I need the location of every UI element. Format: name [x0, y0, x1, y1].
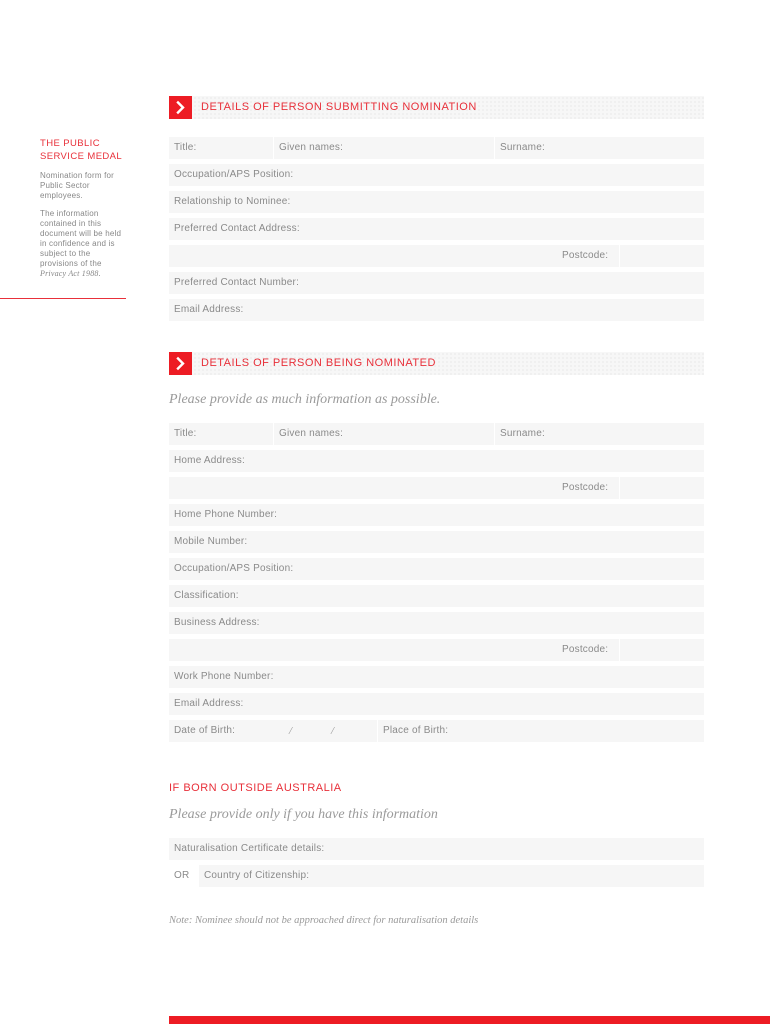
submitter-name-row [169, 137, 704, 159]
citizenship-row [169, 865, 704, 887]
sidebar-description: Nomination form for Public Sector employees. [40, 171, 115, 200]
confidentiality-text: The information contained in this document will be held in confidence and is subject to the provisions of the [40, 209, 122, 268]
home-address-row[interactable] [169, 450, 704, 472]
home-phone-row[interactable] [169, 504, 704, 526]
email-field[interactable] [169, 693, 704, 715]
home-phone-label: Home Phone Number: [174, 509, 278, 520]
section-header-nominee [169, 352, 704, 375]
section-header-submitter [169, 96, 704, 119]
business-address-line2-field[interactable] [169, 639, 619, 661]
occupation-label: Occupation/APS Position: [174, 169, 294, 180]
postcode-label: Postcode: [562, 482, 609, 493]
business-address-label: Business Address: [174, 617, 260, 628]
contact-address-postcode-row [169, 245, 704, 267]
chevron-right-icon [169, 352, 192, 375]
postcode-label: Postcode: [562, 250, 609, 261]
section-title: DETAILS OF PERSON SUBMITTING NOMINATION [201, 101, 477, 113]
work-phone-row[interactable] [169, 666, 704, 688]
business-postcode-row [169, 639, 704, 661]
email-field[interactable] [169, 299, 704, 321]
given-names-label: Given names: [279, 142, 344, 153]
outside-australia-heading: IF BORN OUTSIDE AUSTRALIA [169, 782, 342, 794]
business-address-row[interactable] [169, 612, 704, 634]
date-of-birth-label: Date of Birth: [174, 725, 236, 736]
title-label: Title: [174, 142, 197, 153]
classification-label: Classification: [174, 590, 239, 601]
sidebar-title: THE PUBLIC SERVICE MEDAL [40, 138, 123, 162]
date-separator: / [331, 725, 335, 737]
email-row[interactable] [169, 299, 704, 321]
home-address-label: Home Address: [174, 455, 245, 466]
sidebar-divider [0, 298, 126, 299]
outside-australia-instruction: Please provide only if you have this information [169, 807, 438, 822]
occupation-row[interactable] [169, 164, 704, 186]
or-label: OR [174, 870, 190, 881]
surname-label: Surname: [500, 142, 545, 153]
birth-row [169, 720, 704, 742]
nominee-email-row[interactable] [169, 693, 704, 715]
sidebar-confidentiality [40, 209, 130, 279]
contact-address-row[interactable] [169, 218, 704, 240]
classification-row[interactable] [169, 585, 704, 607]
contact-address-line2-field[interactable] [169, 245, 619, 267]
contact-number-row[interactable] [169, 272, 704, 294]
title-label: Title: [174, 428, 197, 439]
postcode-field[interactable] [620, 245, 704, 267]
naturalisation-row[interactable] [169, 838, 704, 860]
chevron-right-icon [169, 96, 192, 119]
sidebar [40, 137, 130, 279]
mobile-label: Mobile Number: [174, 536, 248, 547]
relationship-row[interactable] [169, 191, 704, 213]
given-names-label: Given names: [279, 428, 344, 439]
place-of-birth-label: Place of Birth: [383, 725, 449, 736]
home-postcode-row [169, 477, 704, 499]
mobile-field[interactable] [169, 531, 704, 553]
contact-address-label: Preferred Contact Address: [174, 223, 300, 234]
contact-number-label: Preferred Contact Number: [174, 277, 300, 288]
nominee-name-row [169, 423, 704, 445]
occupation-label: Occupation/APS Position: [174, 563, 294, 574]
postcode-field[interactable] [620, 477, 704, 499]
mobile-row[interactable] [169, 531, 704, 553]
section-title: DETAILS OF PERSON BEING NOMINATED [201, 357, 436, 369]
work-phone-label: Work Phone Number: [174, 671, 274, 682]
email-label: Email Address: [174, 698, 244, 709]
nominee-instruction: Please provide as much information as possible. [169, 392, 441, 407]
relationship-label: Relationship to Nominee: [174, 196, 291, 207]
postcode-field[interactable] [620, 639, 704, 661]
home-address-line2-field[interactable] [169, 477, 619, 499]
email-label: Email Address: [174, 304, 244, 315]
date-separator: / [289, 725, 293, 737]
footer-bar [169, 1016, 770, 1024]
privacy-act: Privacy Act 1988. [40, 269, 101, 278]
citizenship-label: Country of Citizenship: [204, 870, 310, 881]
home-address-field[interactable] [169, 450, 704, 472]
surname-label: Surname: [500, 428, 545, 439]
postcode-label: Postcode: [562, 644, 609, 655]
nominee-occupation-row[interactable] [169, 558, 704, 580]
classification-field[interactable] [169, 585, 704, 607]
naturalisation-note: Note: Nominee should not be approached direct for naturalisation details [169, 915, 479, 926]
naturalisation-label: Naturalisation Certificate details: [174, 843, 325, 854]
